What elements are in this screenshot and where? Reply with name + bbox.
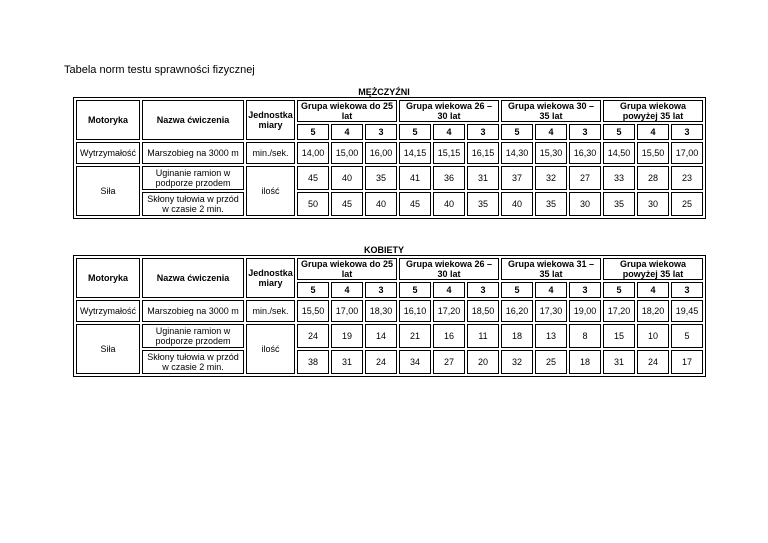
grade-header-cell: 4 (637, 124, 669, 140)
score-cell: 25 (671, 192, 703, 216)
score-cell: 24 (297, 324, 329, 348)
grade-header-cell: 3 (671, 282, 703, 298)
score-cell: 40 (433, 192, 465, 216)
exercise-cell: Marszobieg na 3000 m (142, 142, 244, 164)
grade-header-cell: 5 (297, 124, 329, 140)
score-cell: 14,50 (603, 142, 635, 164)
score-cell: 40 (501, 192, 533, 216)
score-cell: 30 (569, 192, 601, 216)
category-cell: Siła (76, 166, 140, 216)
score-cell: 18,50 (467, 300, 499, 322)
score-cell: 17,00 (331, 300, 363, 322)
score-cell: 34 (399, 350, 431, 374)
score-cell: 19,45 (671, 300, 703, 322)
header-motoryka: Motoryka (76, 258, 140, 298)
score-cell: 17 (671, 350, 703, 374)
score-cell: 14,30 (501, 142, 533, 164)
grade-header-cell: 3 (365, 282, 397, 298)
score-cell: 19,00 (569, 300, 601, 322)
grade-header-cell: 4 (535, 282, 567, 298)
score-cell: 11 (467, 324, 499, 348)
document-title: Tabela norm testu sprawności fizycznej (64, 64, 255, 76)
grade-header-cell: 3 (467, 282, 499, 298)
header-age-group: Grupa wiekowa do 25 lat (297, 100, 397, 122)
score-cell: 5 (671, 324, 703, 348)
grade-header-cell: 3 (467, 124, 499, 140)
score-cell: 16,30 (569, 142, 601, 164)
score-cell: 16,15 (467, 142, 499, 164)
score-cell: 8 (569, 324, 601, 348)
score-cell: 24 (365, 350, 397, 374)
score-cell: 38 (297, 350, 329, 374)
score-cell: 35 (535, 192, 567, 216)
category-cell: Wytrzymałość (76, 142, 140, 164)
grade-header-cell: 4 (331, 282, 363, 298)
score-cell: 16,00 (365, 142, 397, 164)
score-cell: 18 (569, 350, 601, 374)
score-cell: 35 (467, 192, 499, 216)
score-cell: 18 (501, 324, 533, 348)
score-cell: 31 (467, 166, 499, 190)
grade-header-cell: 3 (671, 124, 703, 140)
exercise-cell: Uginanie ramion w podporze przodem (142, 166, 244, 190)
score-cell: 21 (399, 324, 431, 348)
score-cell: 45 (399, 192, 431, 216)
header-motoryka: Motoryka (76, 100, 140, 140)
header-exercise-name: Nazwa ćwiczenia (142, 258, 244, 298)
unit-cell: min./sek. (246, 142, 295, 164)
exercise-cell: Skłony tułowia w przód w czasie 2 min. (142, 350, 244, 374)
header-exercise-name: Nazwa ćwiczenia (142, 100, 244, 140)
score-cell: 13 (535, 324, 567, 348)
header-age-group: Grupa wiekowa powyżej 35 lat (603, 100, 703, 122)
score-cell: 18,30 (365, 300, 397, 322)
score-cell: 17,30 (535, 300, 567, 322)
score-cell: 27 (433, 350, 465, 374)
grade-header-cell: 5 (603, 282, 635, 298)
exercise-cell: Marszobieg na 3000 m (142, 300, 244, 322)
score-cell: 15,50 (637, 142, 669, 164)
score-cell: 14,00 (297, 142, 329, 164)
unit-cell: ilość (246, 324, 295, 374)
men-norms-table (73, 97, 706, 219)
score-cell: 15,15 (433, 142, 465, 164)
score-cell: 41 (399, 166, 431, 190)
score-cell: 33 (603, 166, 635, 190)
score-cell: 17,20 (433, 300, 465, 322)
exercise-cell: Skłony tułowia w przód w czasie 2 min. (142, 192, 244, 216)
grade-header-cell: 3 (569, 282, 601, 298)
grade-header-cell: 4 (331, 124, 363, 140)
grade-header-cell: 3 (569, 124, 601, 140)
category-cell: Siła (76, 324, 140, 374)
grade-header-cell: 5 (603, 124, 635, 140)
grade-header-cell: 5 (297, 282, 329, 298)
grade-header-cell: 5 (501, 124, 533, 140)
score-cell: 32 (501, 350, 533, 374)
score-cell: 40 (331, 166, 363, 190)
score-cell: 24 (637, 350, 669, 374)
score-cell: 20 (467, 350, 499, 374)
score-cell: 35 (365, 166, 397, 190)
header-age-group: Grupa wiekowa powyżej 35 lat (603, 258, 703, 280)
score-cell: 50 (297, 192, 329, 216)
score-cell: 27 (569, 166, 601, 190)
men-section-title: MĘŻCZYŹNI (358, 87, 410, 97)
score-cell: 14 (365, 324, 397, 348)
unit-cell: ilość (246, 166, 295, 216)
header-unit: Jednostka miary (246, 100, 295, 140)
unit-cell: min./sek. (246, 300, 295, 322)
score-cell: 19 (331, 324, 363, 348)
header-age-group: Grupa wiekowa 26 – 30 lat (399, 100, 499, 122)
score-cell: 17,20 (603, 300, 635, 322)
score-cell: 18,20 (637, 300, 669, 322)
score-cell: 15,50 (297, 300, 329, 322)
women-section-title: KOBIETY (363, 245, 404, 255)
score-cell: 15,00 (331, 142, 363, 164)
grade-header-cell: 4 (433, 282, 465, 298)
grade-header-cell: 3 (365, 124, 397, 140)
score-cell: 32 (535, 166, 567, 190)
score-cell: 14,15 (399, 142, 431, 164)
header-age-group: Grupa wiekowa do 25 lat (297, 258, 397, 280)
score-cell: 16,20 (501, 300, 533, 322)
score-cell: 40 (365, 192, 397, 216)
exercise-cell: Uginanie ramion w podporze przodem (142, 324, 244, 348)
header-age-group: Grupa wiekowa 31 – 35 lat (501, 258, 601, 280)
score-cell: 31 (603, 350, 635, 374)
score-cell: 37 (501, 166, 533, 190)
score-cell: 30 (637, 192, 669, 216)
grade-header-cell: 5 (399, 282, 431, 298)
header-unit: Jednostka miary (246, 258, 295, 298)
score-cell: 16,10 (399, 300, 431, 322)
score-cell: 16 (433, 324, 465, 348)
score-cell: 45 (297, 166, 329, 190)
category-cell: Wytrzymałość (76, 300, 140, 322)
grade-header-cell: 5 (501, 282, 533, 298)
header-age-group: Grupa wiekowa 30 – 35 lat (501, 100, 601, 122)
header-age-group: Grupa wiekowa 26 – 30 lat (399, 258, 499, 280)
score-cell: 31 (331, 350, 363, 374)
grade-header-cell: 4 (433, 124, 465, 140)
score-cell: 15,30 (535, 142, 567, 164)
grade-header-cell: 4 (535, 124, 567, 140)
women-norms-table (73, 255, 706, 377)
score-cell: 35 (603, 192, 635, 216)
score-cell: 28 (637, 166, 669, 190)
score-cell: 23 (671, 166, 703, 190)
grade-header-cell: 5 (399, 124, 431, 140)
score-cell: 36 (433, 166, 465, 190)
score-cell: 17,00 (671, 142, 703, 164)
score-cell: 25 (535, 350, 567, 374)
grade-header-cell: 4 (637, 282, 669, 298)
score-cell: 15 (603, 324, 635, 348)
score-cell: 10 (637, 324, 669, 348)
score-cell: 45 (331, 192, 363, 216)
